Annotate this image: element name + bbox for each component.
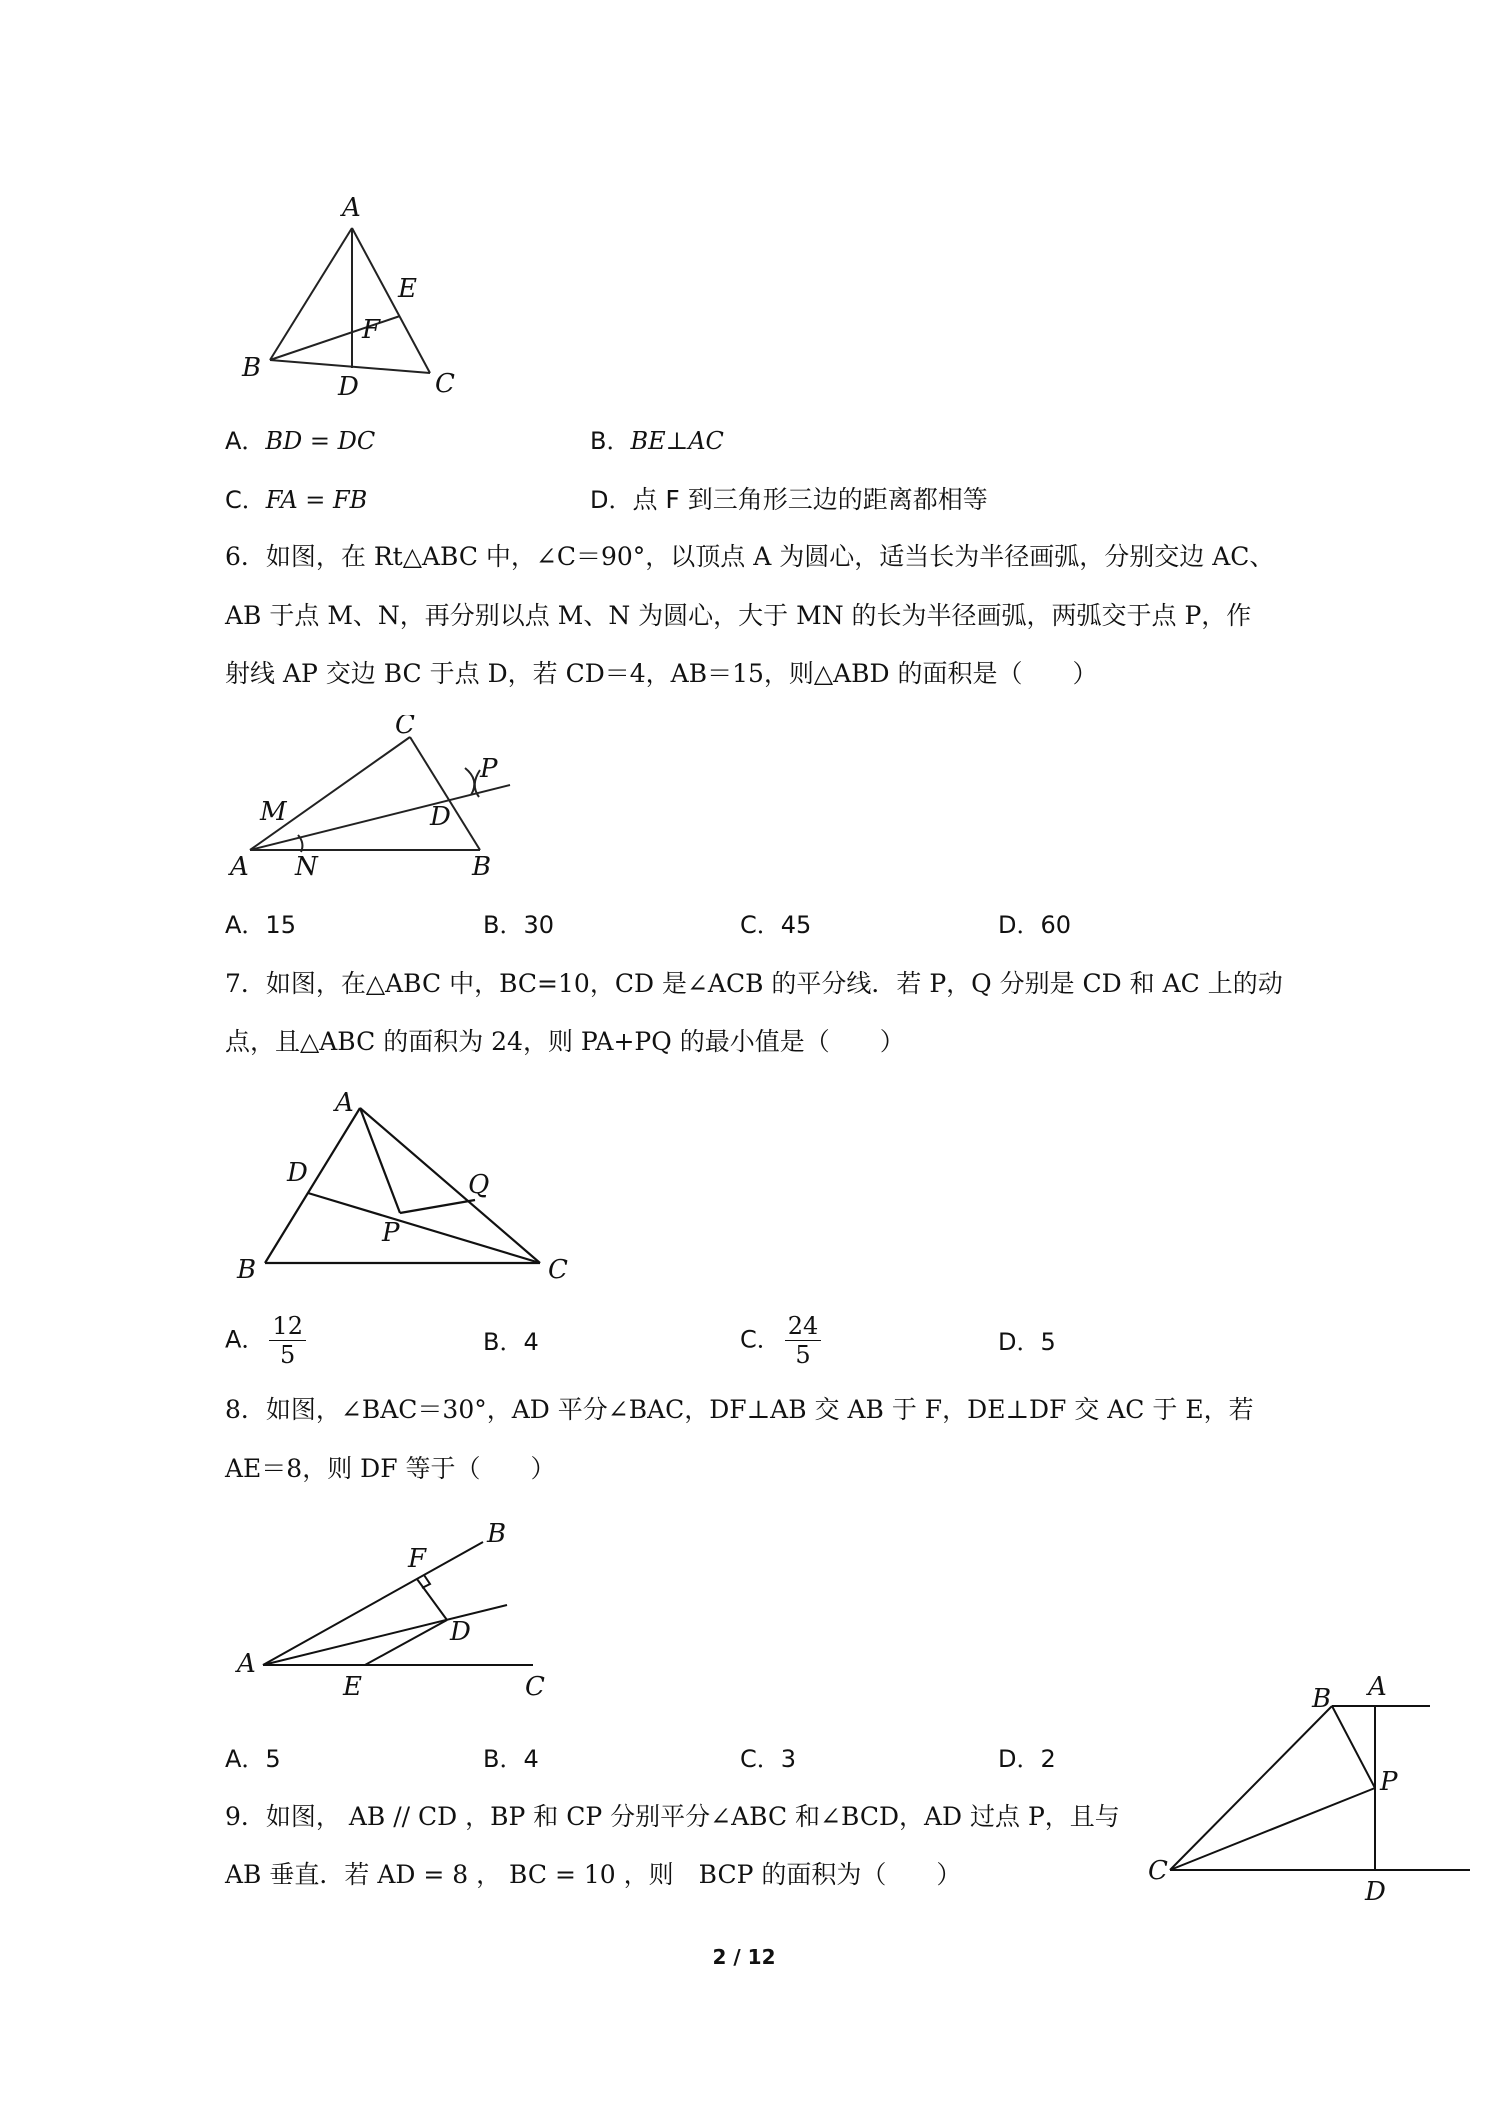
q8-label-d: D (450, 1617, 471, 1647)
q8-option-a[interactable] (225, 1742, 281, 1776)
q6-line-3: 射线 AP 交边 BC 于点 D，若 CD＝4，AB＝15，则△ABD 的面积是（ ） (225, 659, 1098, 688)
option-letter: A． (225, 427, 266, 455)
q8-label-f: F (408, 1544, 427, 1574)
q7-option-d[interactable] (998, 1325, 1056, 1359)
q8-label-e: E (343, 1672, 362, 1702)
option-letter: A． (225, 1745, 266, 1773)
q9-line-1: 9．如图， AB // CD ，BP 和 CP 分别平分∠ABC 和∠BCD，AD 过点 P，且与 (225, 1802, 1120, 1831)
q9-line-2: AB 垂直．若 AD = 8 ， BC = 10 ，则 BCP 的面积为（ ） (225, 1860, 962, 1889)
option-letter: C． (740, 1325, 781, 1354)
q5-figure (230, 190, 460, 405)
q8-line-2: AE＝8，则 DF 等于（ ） (225, 1454, 556, 1483)
q7-line-2: 点，且△ABC 的面积为 24，则 PA+PQ 的最小值是（ ） (225, 1027, 905, 1056)
q5-option-b[interactable] (590, 424, 724, 458)
option-letter: D． (998, 1745, 1041, 1773)
q7-figure (225, 1083, 585, 1288)
option-letter: C． (740, 1745, 781, 1773)
option-letter: B． (590, 427, 631, 455)
option-text: BE⊥AC (630, 427, 724, 455)
option-text: 5 (265, 1745, 281, 1773)
q5-option-a[interactable] (225, 424, 375, 458)
q6-label-p: P (480, 754, 498, 784)
q7-label-c: C (548, 1255, 568, 1285)
q6-label-c: C (395, 715, 415, 740)
page-number: 2 / 12 (712, 1945, 776, 1969)
q8-option-d[interactable] (998, 1742, 1056, 1776)
option-text: BD = DC (265, 427, 376, 455)
option-letter: B． (483, 911, 524, 939)
q7-label-a: A (335, 1088, 354, 1118)
q7-label-b: B (237, 1255, 257, 1285)
q9-label-p: P (1380, 1767, 1398, 1797)
option-text: 4 (523, 1328, 539, 1356)
q6-label-m: M (260, 797, 287, 827)
fraction-denominator: 5 (280, 1341, 296, 1369)
option-text: 5 (1040, 1328, 1056, 1356)
fraction-numerator: 24 (785, 1312, 822, 1341)
option-text: 30 (523, 911, 555, 939)
q6-label-b: B (472, 852, 492, 882)
q9-label-a: A (1368, 1675, 1387, 1702)
q6-option-b[interactable] (483, 908, 554, 942)
q8-label-b: B (487, 1520, 507, 1549)
option-text: 2 (1040, 1745, 1056, 1773)
q5-label-e: E (398, 274, 417, 304)
option-letter: A． (225, 911, 266, 939)
q5-label-c: C (435, 369, 455, 399)
q7-line-1: 7．如图，在△ABC 中，BC=10，CD 是∠ACB 的平分线．若 P，Q 分别是 CD 和 AC 上的动 (225, 969, 1283, 998)
q8-label-c: C (525, 1672, 545, 1702)
option-letter: B． (483, 1328, 524, 1356)
option-fraction (785, 1312, 822, 1369)
option-text: 15 (265, 911, 296, 939)
option-letter: A． (225, 1325, 266, 1354)
q6-option-c[interactable] (740, 908, 811, 942)
q6-label-n: N (295, 852, 318, 882)
option-letter: D． (590, 486, 633, 514)
option-text: 60 (1040, 911, 1072, 939)
q8-figure (225, 1520, 555, 1705)
q6-label-a: A (230, 852, 249, 882)
q8-option-b[interactable] (483, 1742, 539, 1776)
q6-figure (225, 715, 525, 885)
option-text: 4 (523, 1745, 539, 1773)
q5-label-b: B (242, 353, 262, 383)
q5-option-c[interactable] (225, 483, 367, 517)
q9-label-c: C (1148, 1856, 1168, 1886)
q5-label-a: A (342, 193, 361, 223)
q5-label-d: D (338, 372, 359, 402)
option-text: 3 (780, 1745, 797, 1773)
q7-option-b[interactable] (483, 1325, 539, 1359)
option-letter: C． (225, 486, 266, 514)
q9-label-d: D (1365, 1877, 1386, 1905)
option-text: 45 (780, 911, 812, 939)
q5-label-f: F (362, 315, 381, 345)
q6-line-1: 6．如图，在 Rt△ABC 中，∠C＝90°，以顶点 A 为圆心，适当长为半径画弧，分别交边 AC、 (225, 542, 1275, 571)
option-letter: B． (483, 1745, 524, 1773)
q8-option-c[interactable] (740, 1742, 796, 1776)
q7-label-d: D (287, 1158, 308, 1188)
option-letter: C． (740, 911, 781, 939)
q8-label-a: A (237, 1649, 256, 1679)
q7-option-a[interactable] (225, 1312, 306, 1369)
q6-line-2: AB 于点 M、N，再分别以点 M、N 为圆心，大于 MN 的长为半径画弧，两弧交于点 P，作 (225, 601, 1252, 630)
q6-option-a[interactable] (225, 908, 296, 942)
option-letter: D． (998, 1328, 1041, 1356)
q8-line-1: 8．如图，∠BAC＝30°，AD 平分∠BAC，DF⊥AB 交 AB 于 F，DE⊥DF 交 AC 于 E，若 (225, 1395, 1254, 1424)
option-text: 点 F 到三角形三边的距离都相等 (632, 485, 988, 514)
q9-label-b: B (1312, 1684, 1332, 1714)
q6-label-d: D (430, 802, 451, 832)
fraction-denominator: 5 (795, 1341, 811, 1369)
q5-option-d[interactable] (590, 483, 988, 517)
fraction-numerator: 12 (269, 1312, 306, 1341)
q7-label-p: P (382, 1218, 400, 1248)
q9-figure (1140, 1675, 1480, 1905)
option-fraction (269, 1312, 306, 1369)
q7-option-c[interactable] (740, 1312, 821, 1369)
q6-option-d[interactable] (998, 908, 1071, 942)
option-text: FA = FB (265, 486, 368, 514)
q7-label-q: Q (468, 1170, 490, 1200)
option-letter: D． (998, 911, 1041, 939)
